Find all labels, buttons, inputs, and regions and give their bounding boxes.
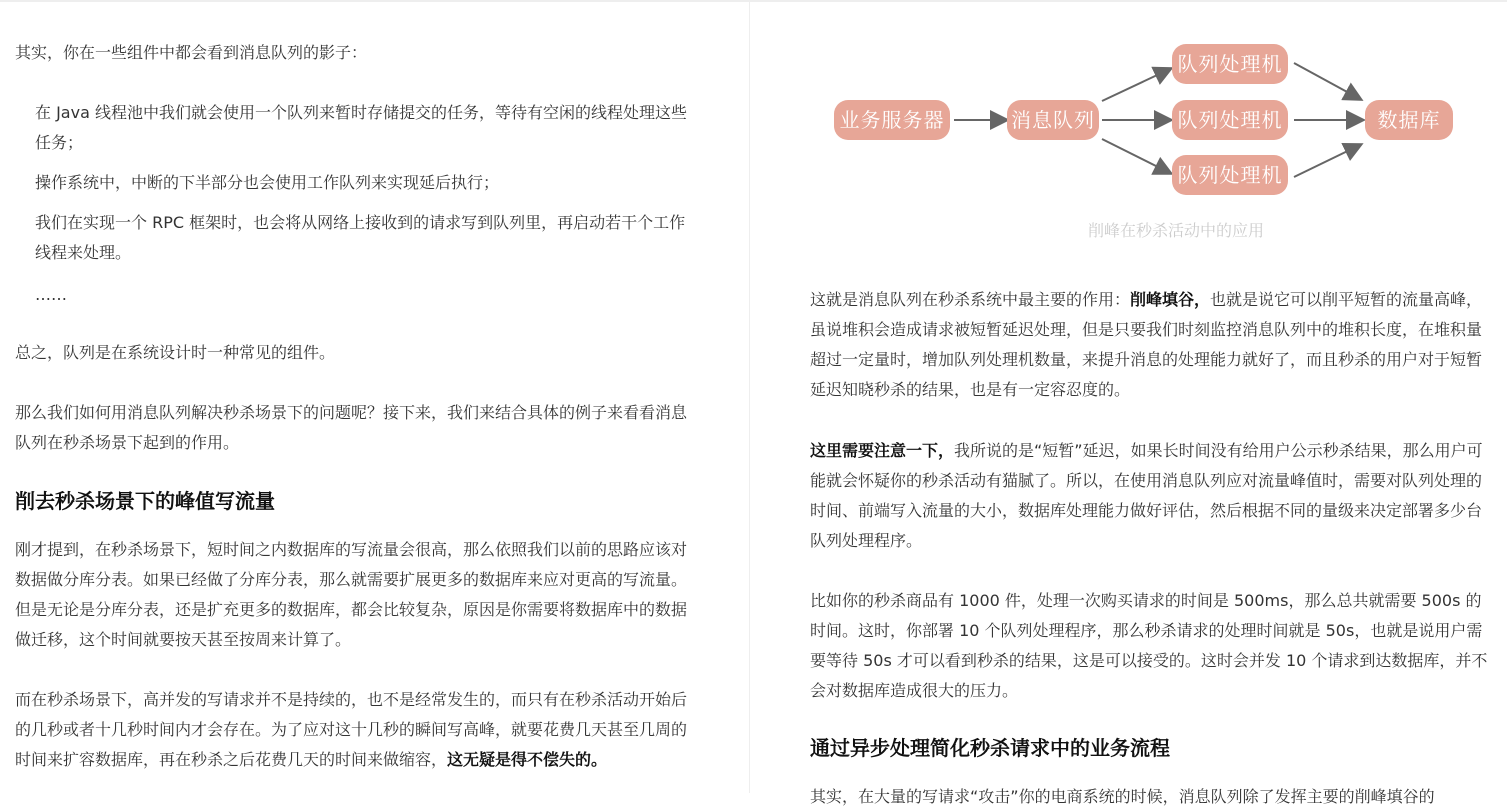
- section-heading: 通过异步处理简化秒杀请求中的业务流程: [810, 736, 1170, 760]
- arrow-queue-to-worker1: [1102, 69, 1170, 101]
- top-border: [0, 0, 1507, 2]
- paragraph-text: 而在秒杀场景下，高并发的写请求并不是持续的，也不是经常发生的，而只有在秒杀活动开始后的几秒或者十几秒时间内才会存在。为了应对这十几秒的瞬间写高峰，就要花费几天甚至几周的时间来扩容数据库，再在秒杀之后花费几天的时间来做缩容，: [15, 690, 688, 769]
- node-database: 数据库: [1365, 100, 1453, 140]
- section-heading: 削去秒杀场景下的峰值写流量: [15, 489, 275, 513]
- body-paragraph: [810, 436, 1495, 556]
- body-paragraph: 比如你的秒杀商品有 1000 件，处理一次购买请求的时间是 500ms，那么总共就需要 500s 的时间。这时，你部署 10 个队列处理程序，那么秒杀请求的处理时间就是 50s，也就是说用户需要等待 50s 才可以看到秒杀的结果，这是可以接受的。这时会并发 10 个请求到达数据库，并不会对数据库造成很大的压力。: [810, 591, 1488, 700]
- list-item: 我们在实现一个 RPC 框架时，也会将从网络上接收到的请求写到队列里，再启动若干个工作线程来处理。: [35, 213, 686, 262]
- diagram-caption: 削峰在秒杀活动中的应用: [1088, 221, 1265, 240]
- arrow-queue-to-worker3: [1102, 139, 1170, 173]
- node-message-queue: 消息队列: [1007, 100, 1099, 140]
- paragraph-text: 也就是说它可以削平短暂的流量高峰，虽说堆积会造成请求被短暂延迟处理，但是只要我们时刻监控消息队列中的堆积长度，在堆积量超过一定量时，增加队列处理机数量，来提升消息的处理能力就好了，而且秒杀的用户对于短暂延迟知晓秒杀的结果，也是有一定容忍度的。: [810, 290, 1483, 399]
- list-item: 在 Java 线程池中我们就会使用一个队列来暂时存储提交的任务，等待有空闲的线程处理这些任务；: [35, 103, 687, 152]
- node-business-server: 业务服务器: [834, 100, 950, 140]
- bold-emphasis: 这里需要注意一下，: [810, 441, 955, 460]
- bold-emphasis: 这无疑是得不偿失的。: [447, 750, 608, 769]
- list-item: 操作系统中，中断的下半部分也会使用工作队列来实现延后执行；: [35, 173, 500, 192]
- intro-paragraph: 其实，你在一些组件中都会看到消息队列的影子：: [15, 43, 368, 62]
- summary-paragraph: 总之，队列是在系统设计时一种常见的组件。: [15, 343, 336, 362]
- paragraph-text: 这就是消息队列在秒杀系统中最主要的作用：: [810, 290, 1131, 309]
- node-worker: 队列处理机: [1172, 155, 1288, 195]
- body-paragraph: [15, 685, 700, 775]
- question-paragraph: 那么我们如何用消息队列解决秒杀场景下的问题呢？接下来，我们来结合具体的例子来看看消息队列在秒杀场景下起到的作用。: [15, 403, 688, 452]
- arrow-worker3-to-db: [1294, 145, 1360, 177]
- list-item: ……: [35, 285, 67, 304]
- paragraph-text: 我所说的是“短暂”延迟，如果长时间没有给用户公示秒杀结果，那么用户可能就会怀疑你的秒杀活动有猫腻了。所以，在使用消息队列应对流量峰值时，需要对队列处理的时间、前端写入流量的大小，数据库处理能力做好评估，然后根据不同的量级来决定部署多少台队列处理程序。: [810, 441, 1483, 550]
- body-paragraph: [810, 285, 1495, 405]
- node-worker: 队列处理机: [1172, 100, 1288, 140]
- bold-emphasis: 削峰填谷，: [1130, 290, 1211, 309]
- arrow-worker1-to-db: [1294, 63, 1360, 99]
- body-paragraph: 刚才提到，在秒杀场景下，短时间之内数据库的写流量会很高，那么依照我们以前的思路应该对数据做分库分表。如果已经做了分库分表，那么就需要扩展更多的数据库来应对更高的写流量。但是无论是分库分表，还是扩充更多的数据库，都会比较复杂，原因是你需要将数据库中的数据做迁移，这个时间就要按天甚至按周来计算了。: [15, 540, 688, 649]
- node-worker: 队列处理机: [1172, 44, 1288, 84]
- column-divider: [749, 0, 750, 793]
- body-paragraph: 其实，在大量的写请求“攻击”你的电商系统的时候，消息队列除了发挥主要的削峰填谷的: [810, 787, 1435, 806]
